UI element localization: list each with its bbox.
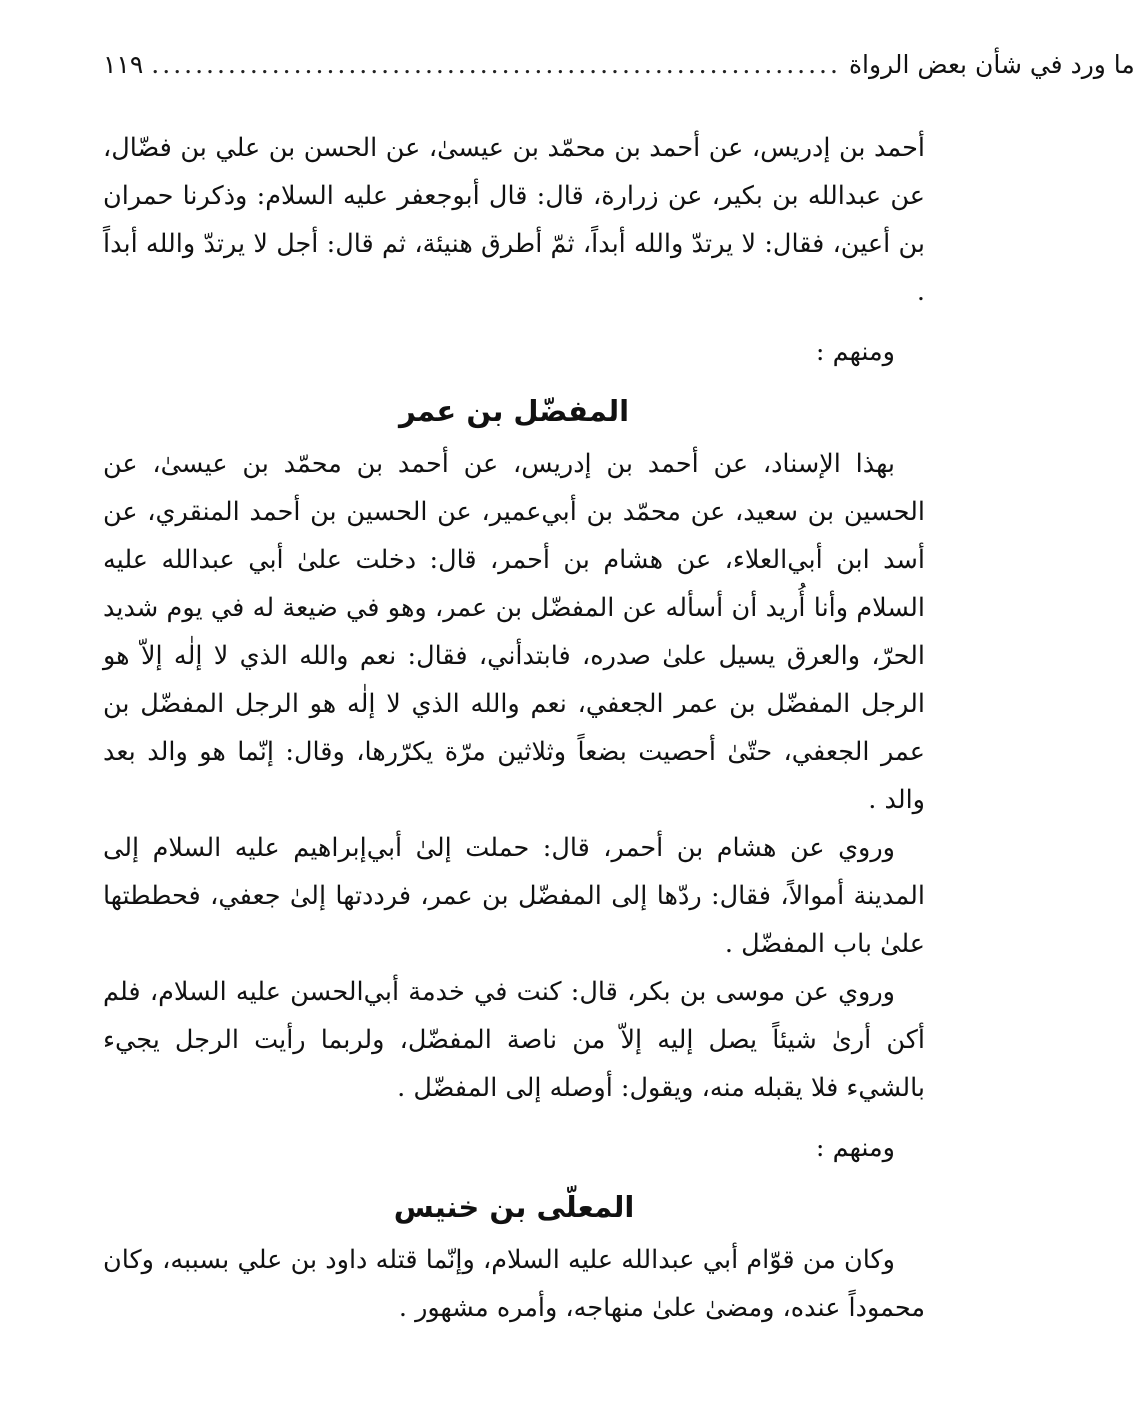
paragraph-mualla: وكان من قوّام أبي عبدالله عليه السلام، وإنّما قتله داود بن علي بسببه، وكان محموداً عنده، ومضىٰ علىٰ منهاجه، وأمره مشهور . bbox=[103, 1245, 925, 1323]
running-title: ما ورد في شأن بعض الرواة bbox=[848, 50, 1135, 79]
paragraph-mufaddal-3: وروي عن موسى بن بكر، قال: كنت في خدمة أبي‌الحسن عليه السلام، فلم أكن أرىٰ شيئاً يصل إليه إلاّ من ناصة المفضّل، ولربما رأيت الرجل يجيء بالشيء فلا يقبله منه، ويقول: أوصله إلى المفضّل . bbox=[103, 977, 925, 1103]
header-leader-dots: ............................................................... bbox=[151, 50, 841, 79]
paragraph-mufaddal-2: وروي عن هشام بن أحمر، قال: حملت إلىٰ أبي‌إبراهيم عليه السلام إلى المدينة أموالاً، فقال: ردّها إلى المفضّل بن عمر، فرددتها إلىٰ جعفي، فحططتها علىٰ باب المفضّل . bbox=[103, 833, 925, 959]
section-label: ومنهم : bbox=[815, 337, 895, 367]
page-body bbox=[103, 124, 925, 1332]
section-heading-mufaddal: المفضّل بن عمر bbox=[398, 394, 630, 428]
page-header bbox=[103, 50, 1135, 90]
section-label: ومنهم : bbox=[815, 1133, 895, 1163]
section-heading-mualla: المعلّى بن خنيس bbox=[393, 1190, 635, 1224]
paragraph-mufaddal-1: بهذا الإسناد، عن أحمد بن إدريس، عن أحمد بن محمّد بن عيسىٰ، عن الحسين بن سعيد، عن محمّد بن أبي‌عمير، عن الحسين بن أحمد المنقري، عن أسد ابن أبي‌العلاء، عن هشام بن أحمر، قال: دخلت علىٰ أبي عبدالله عليه السلام وأنا أُريد أن أسأله عن المفضّل بن عمر، وهو في ضيعة له في يوم شديد الحرّ، والعرق يسيل علىٰ صدره، فابتدأني، فقال: نعم والله الذي لا إلٰه إلاّ هو الرجل المفضّل بن عمر الجعفي، نعم والله الذي لا إلٰه هو الرجل المفضّل بن عمر الجعفي، حتّىٰ أحصيت بضعاً وثلاثين مرّة يكرّرها، وقال: إنّما هو والد بعد والد . bbox=[103, 449, 925, 815]
page-number: ١١٩ bbox=[103, 50, 144, 79]
paragraph-hamran: أحمد بن إدريس، عن أحمد بن محمّد بن عيسىٰ، عن الحسن بن علي بن فضّال، عن عبدالله بن بكير، عن زرارة، قال: قال أبوجعفر عليه السلام: وذكرنا حمران بن أعين، فقال: لا يرتدّ والله أبداً، ثمّ أطرق هنيئة، ثم قال: أجل لا يرتدّ والله أبداً . bbox=[103, 133, 925, 307]
